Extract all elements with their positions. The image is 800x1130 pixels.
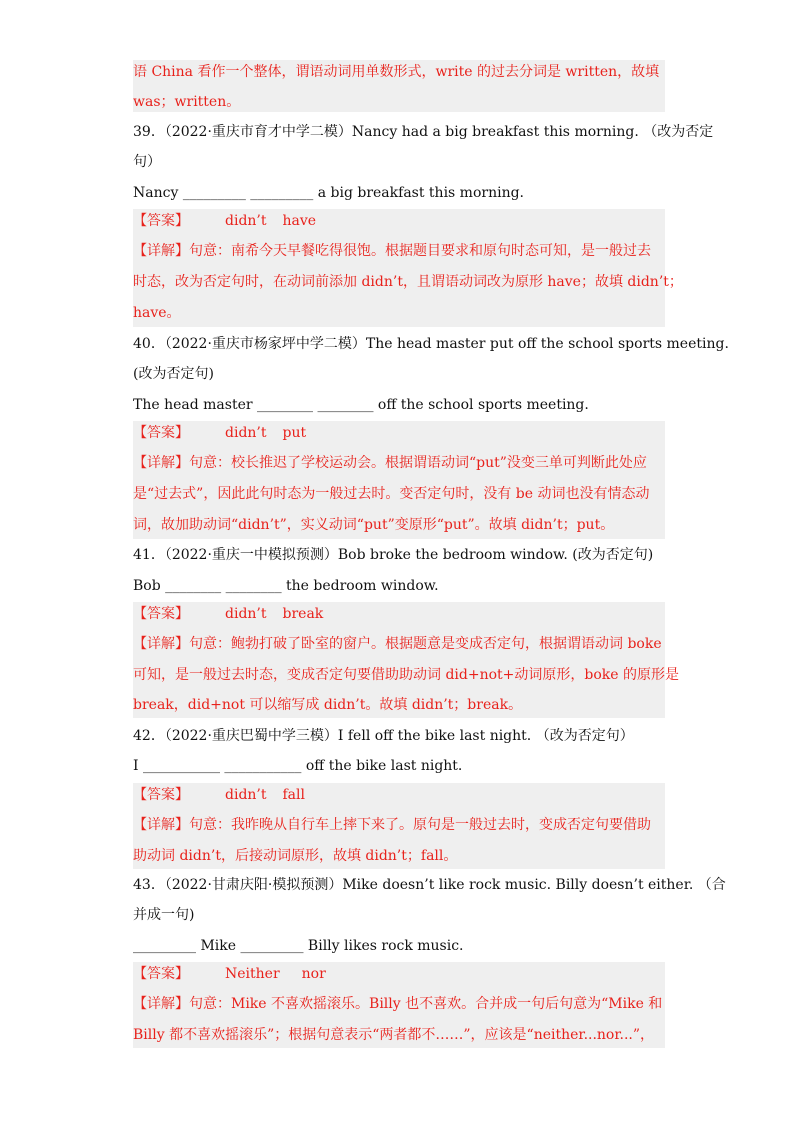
answer-word-1: didn’t (225, 425, 267, 441)
answer-word-1: didn’t (225, 606, 267, 622)
answer-word-2: nor (301, 966, 326, 982)
answer-line (133, 423, 306, 443)
explanation-line: 时态，改为否定句时，在动词前添加 didn’t，且谓语动词改为原形 have；故填 didn’t； (133, 274, 683, 290)
answer-label: 【答案】 (133, 213, 189, 229)
answer-word-1: didn’t (225, 213, 267, 229)
explanation-line: Billy 都不喜欢摇滚乐”；根据句意表示“两者都不……”，应该是“neither...nor...”， (133, 1027, 655, 1043)
question-43 (133, 875, 726, 960)
explanation-line: was；written。 (133, 94, 241, 110)
explanation-line: 【详解】句意：鲍勃打破了卧室的窗户。根据题意是变成否定句，根据谓语动词 boke (133, 636, 662, 652)
answer-block-40 (133, 421, 665, 539)
answer-line (133, 964, 326, 984)
answer-block-43 (133, 962, 665, 1048)
fill-in-sentence: Nancy _________ _________ a big breakfast this morning. (133, 185, 524, 201)
answer-word-1: Neither (225, 966, 280, 982)
fill-in-sentence: The head master ________ ________ off the school sports meeting. (133, 397, 589, 413)
question-42 (133, 726, 665, 781)
explanation-line: break，did+not 可以缩写成 didn’t。故填 didn’t；break。 (133, 697, 523, 713)
answer-word-2: fall (282, 787, 305, 803)
fill-in-sentence: I ___________ ___________ off the bike last night. (133, 758, 463, 774)
explanation-line: have。 (133, 305, 181, 321)
answer-block-41 (133, 602, 679, 718)
question-text: 42．（2022·重庆巴蜀中学三模）I fell off the bike last night. （改为否定句） (133, 728, 634, 744)
answer-line (133, 604, 323, 624)
explanation-line: 【详解】句意：Mike 不喜欢摇滚乐。Billy 也不喜欢。合并成一句后句意为“Mike 和 (133, 996, 663, 1012)
explanation-line: 是“过去式”，因此此句时态为一般过去时。变否定句时，没有 be 动词也没有情态动 (133, 486, 650, 502)
answer-label: 【答案】 (133, 425, 189, 441)
explanation-line: 【详解】句意：我昨晚从自行车上摔下来了。原句是一般过去时，变成否定句要借助 (133, 817, 651, 833)
lead-explanation (133, 60, 665, 112)
question-41 (133, 545, 665, 600)
answer-label: 【答案】 (133, 606, 189, 622)
question-40 (133, 334, 729, 419)
answer-line (133, 211, 316, 231)
question-text: 43．（2022·甘肃庆阳·模拟预测）Mike doesn’t like rock music. Billy doesn’t either. （合 (133, 877, 726, 893)
answer-word-2: have (282, 213, 317, 229)
explanation-line: 【详解】句意：南希今天早餐吃得很饱。根据题目要求和原句时态可知，是一般过去 (133, 243, 651, 259)
answer-line (133, 785, 305, 805)
question-text: 39．（2022·重庆市育才中学二模）Nancy had a big breakfast this morning. （改为否定 (133, 124, 714, 140)
fill-in-sentence: _________ Mike _________ Billy likes rock music. (133, 938, 464, 954)
question-text: 41．（2022·重庆一中模拟预测）Bob broke the bedroom window. (改为否定句) (133, 547, 654, 563)
explanation-line: 助动词 didn’t，后接动词原形，故填 didn’t；fall。 (133, 848, 458, 864)
question-text: 句） (133, 154, 161, 170)
answer-block-42 (133, 783, 665, 869)
question-39 (133, 122, 714, 207)
answer-label: 【答案】 (133, 966, 189, 982)
question-text: (改为否定句) (133, 366, 214, 382)
answer-label: 【答案】 (133, 787, 189, 803)
answer-word-1: didn’t (225, 787, 267, 803)
answer-word-2: put (282, 425, 307, 441)
explanation-line: 词，故加助动词“didn’t”，实义动词“put”变原形“put”。故填 didn’t；put。 (133, 517, 615, 533)
question-text: 并成一句) (133, 907, 195, 923)
explanation-line: 语 China 看作一个整体，谓语动词用单数形式，write 的过去分词是 written，故填 (133, 64, 660, 80)
explanation-line: 可知，是一般过去时态，变成否定句要借助助动词 did+not+动词原形，boke 的原形是 (133, 667, 679, 683)
answer-word-2: break (282, 606, 324, 622)
answer-block-39 (133, 209, 683, 327)
explanation-line: 【详解】句意：校长推迟了学校运动会。根据谓语动词“put”没变三单可判断此处应 (133, 455, 647, 471)
question-text: 40．（2022·重庆市杨家坪中学二模）The head master put off the school sports meeting. (133, 336, 729, 352)
fill-in-sentence: Bob ________ ________ the bedroom window. (133, 578, 439, 594)
